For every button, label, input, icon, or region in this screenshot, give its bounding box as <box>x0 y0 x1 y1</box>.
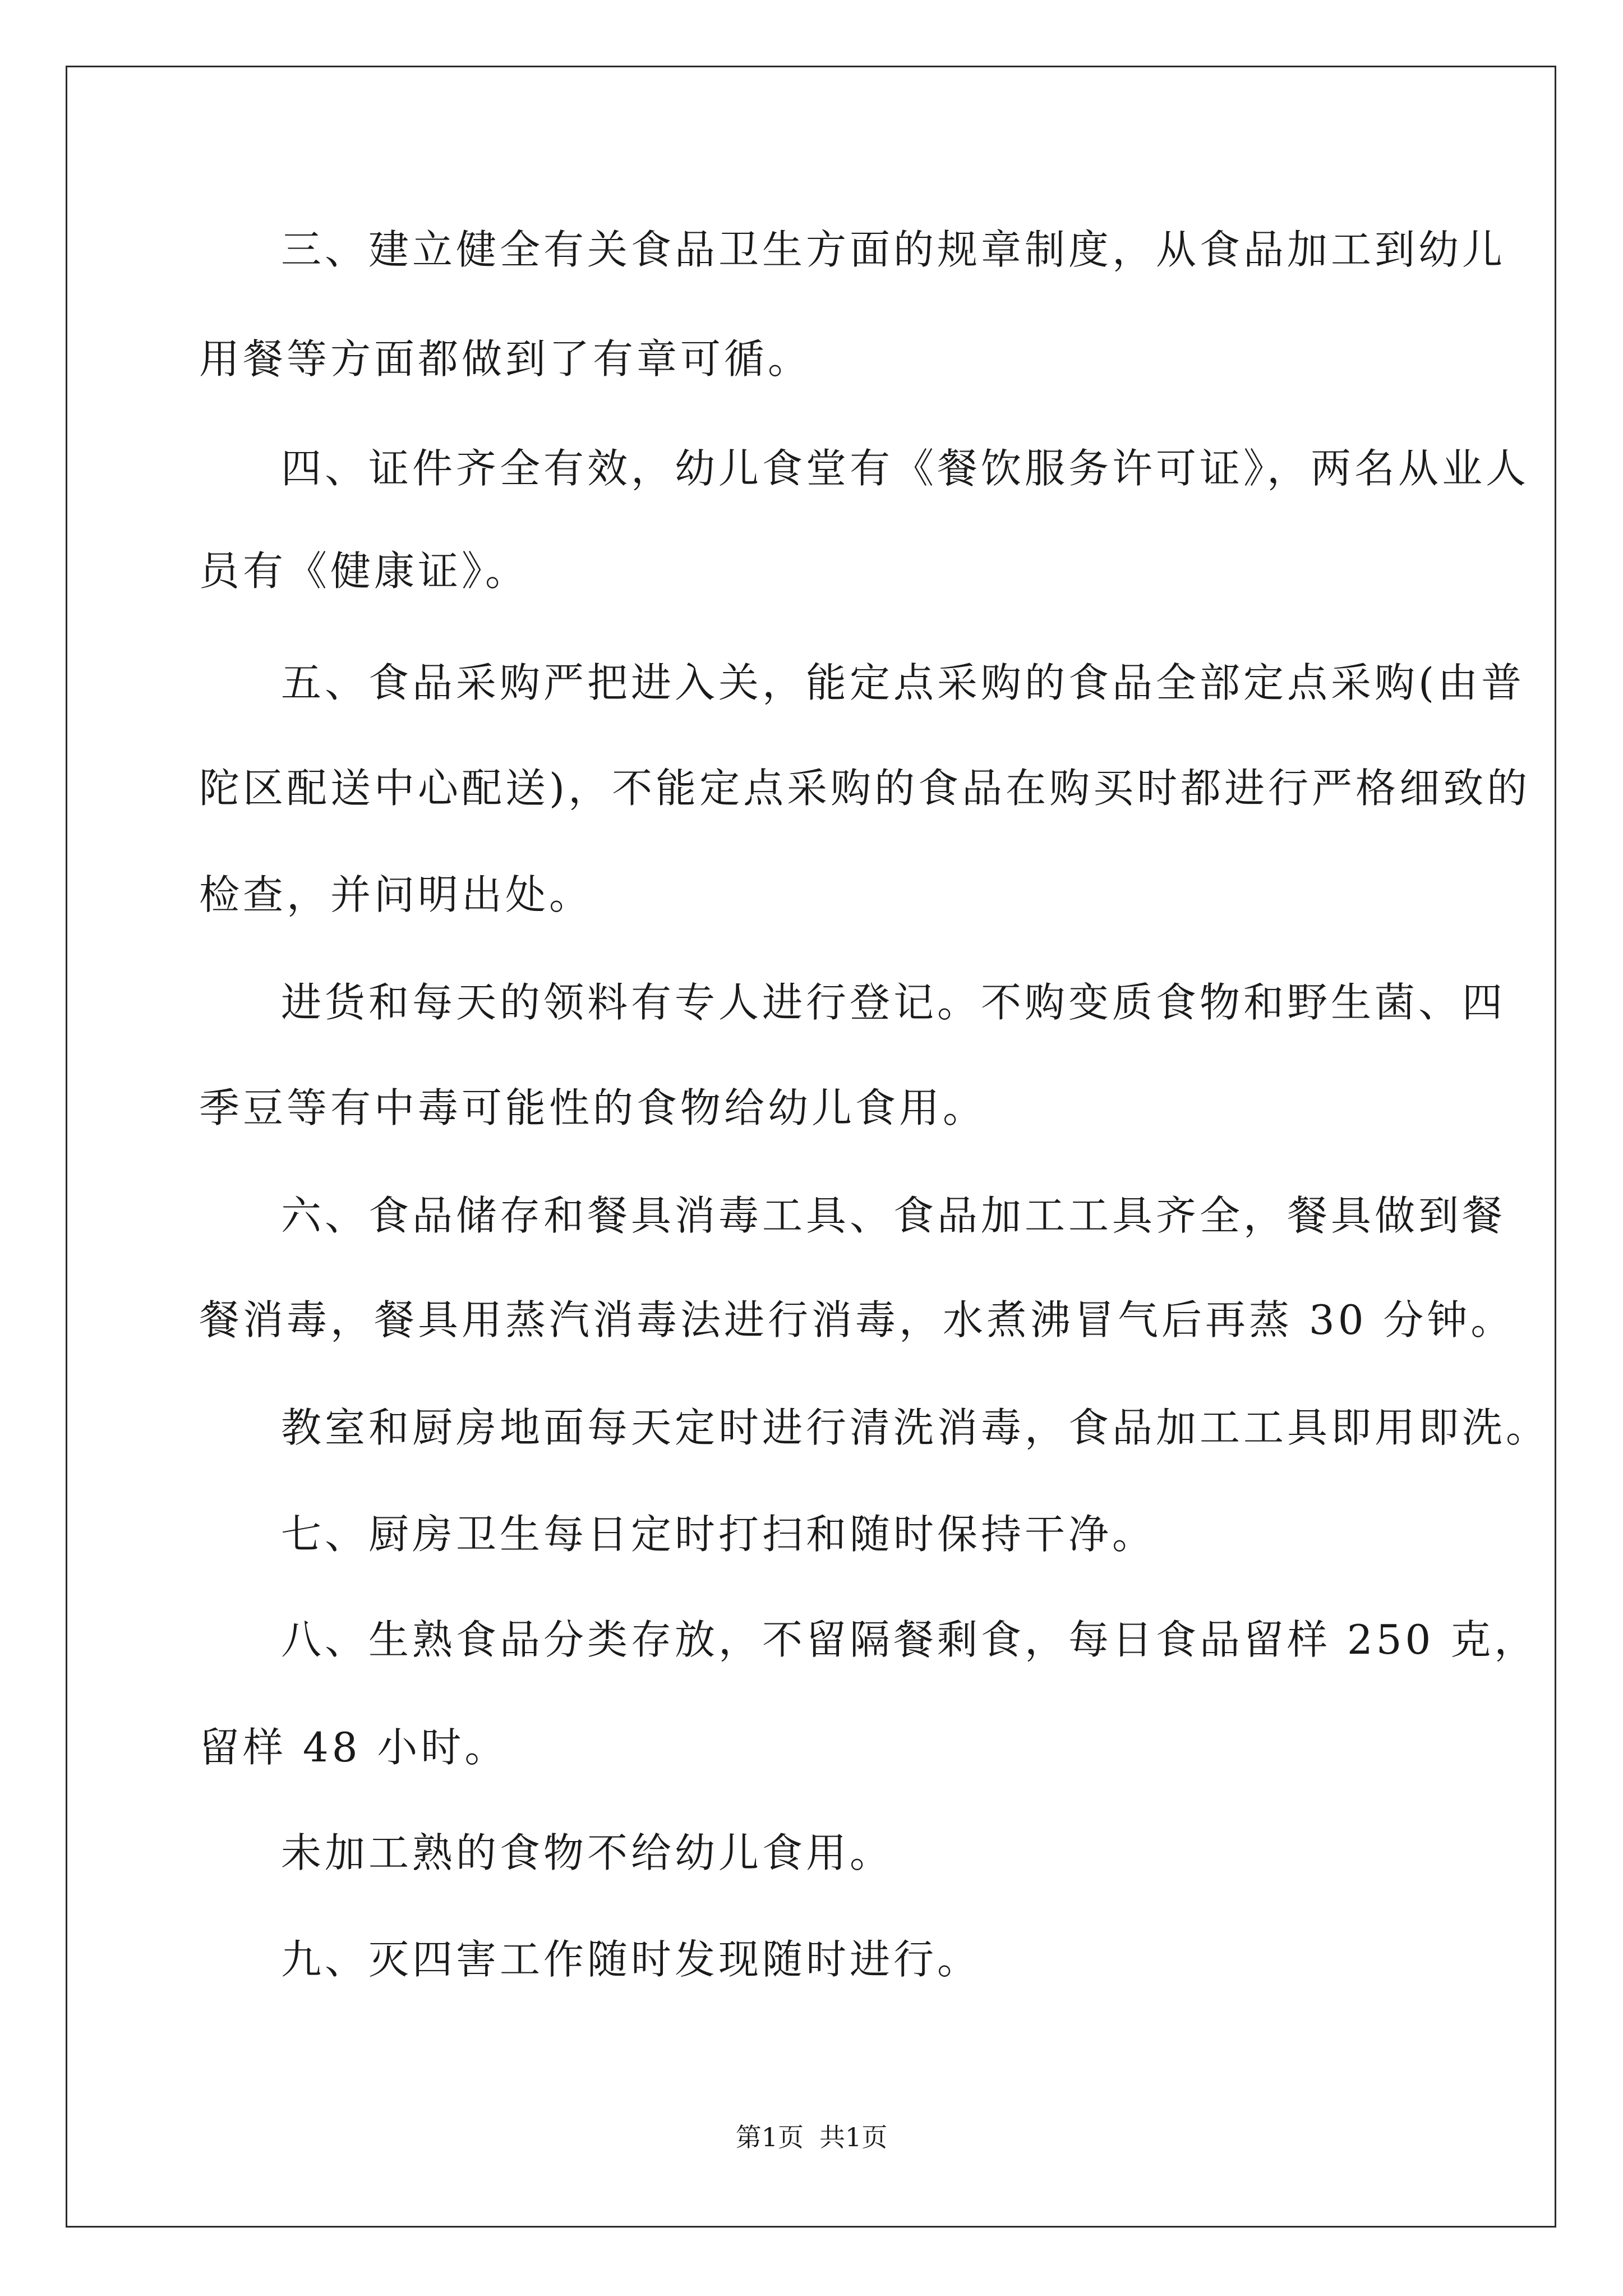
paragraph-1-line-2: 用餐等方面都做到了有章可循。 <box>199 335 812 383</box>
paragraph-3-line-3: 检查，并问明出处。 <box>199 871 593 918</box>
paragraph-2-line-1: 四、证件齐全有效，幼儿食堂有《餐饮服务许可证》，两名从业人 <box>281 445 1530 492</box>
page-number: 第1页 <box>735 2122 804 2152</box>
page-footer <box>0 2120 1623 2154</box>
paragraph-5-line-2: 餐消毒，餐具用蒸汽消毒法进行消毒，水煮沸冒气后再蒸 30 分钟。 <box>199 1296 1515 1343</box>
paragraph-1-line-1: 三、建立健全有关食品卫生方面的规章制度，从食品加工到幼儿 <box>281 226 1506 273</box>
paragraph-6-line-1: 教室和厨房地面每天定时进行清洗消毒，食品加工工具即用即洗。 <box>281 1404 1550 1451</box>
paragraph-9-line-1: 未加工熟的食物不给幼儿食用。 <box>281 1829 894 1876</box>
paragraph-2-line-2: 员有《健康证》。 <box>199 547 529 595</box>
paragraph-8-line-2: 留样 48 小时。 <box>199 1724 509 1771</box>
paragraph-5-line-1: 六、食品储存和餐具消毒工具、食品加工工具齐全，餐具做到餐 <box>281 1192 1506 1239</box>
paragraph-3-line-2: 陀区配送中心配送)，不能定点采购的食品在购买时都进行严格细致的 <box>199 765 1531 812</box>
paragraph-4-line-2: 季豆等有中毒可能性的食物给幼儿食用。 <box>199 1084 987 1131</box>
paragraph-7-line-1: 七、厨房卫生每日定时打扫和随时保持干净。 <box>281 1511 1156 1558</box>
page-border <box>66 66 1556 2228</box>
paragraph-10-line-1: 九、灭四害工作随时发现随时进行。 <box>281 1936 981 1983</box>
paragraph-4-line-1: 进货和每天的领料有专人进行登记。不购变质食物和野生菌、四 <box>281 979 1506 1026</box>
paragraph-3-line-1: 五、食品采购严把进入关，能定点采购的食品全部定点采购(由普 <box>281 659 1525 706</box>
paragraph-8-line-1: 八、生熟食品分类存放，不留隔餐剩食，每日食品留样 250 克， <box>281 1616 1538 1663</box>
page-total: 共1页 <box>819 2122 888 2152</box>
